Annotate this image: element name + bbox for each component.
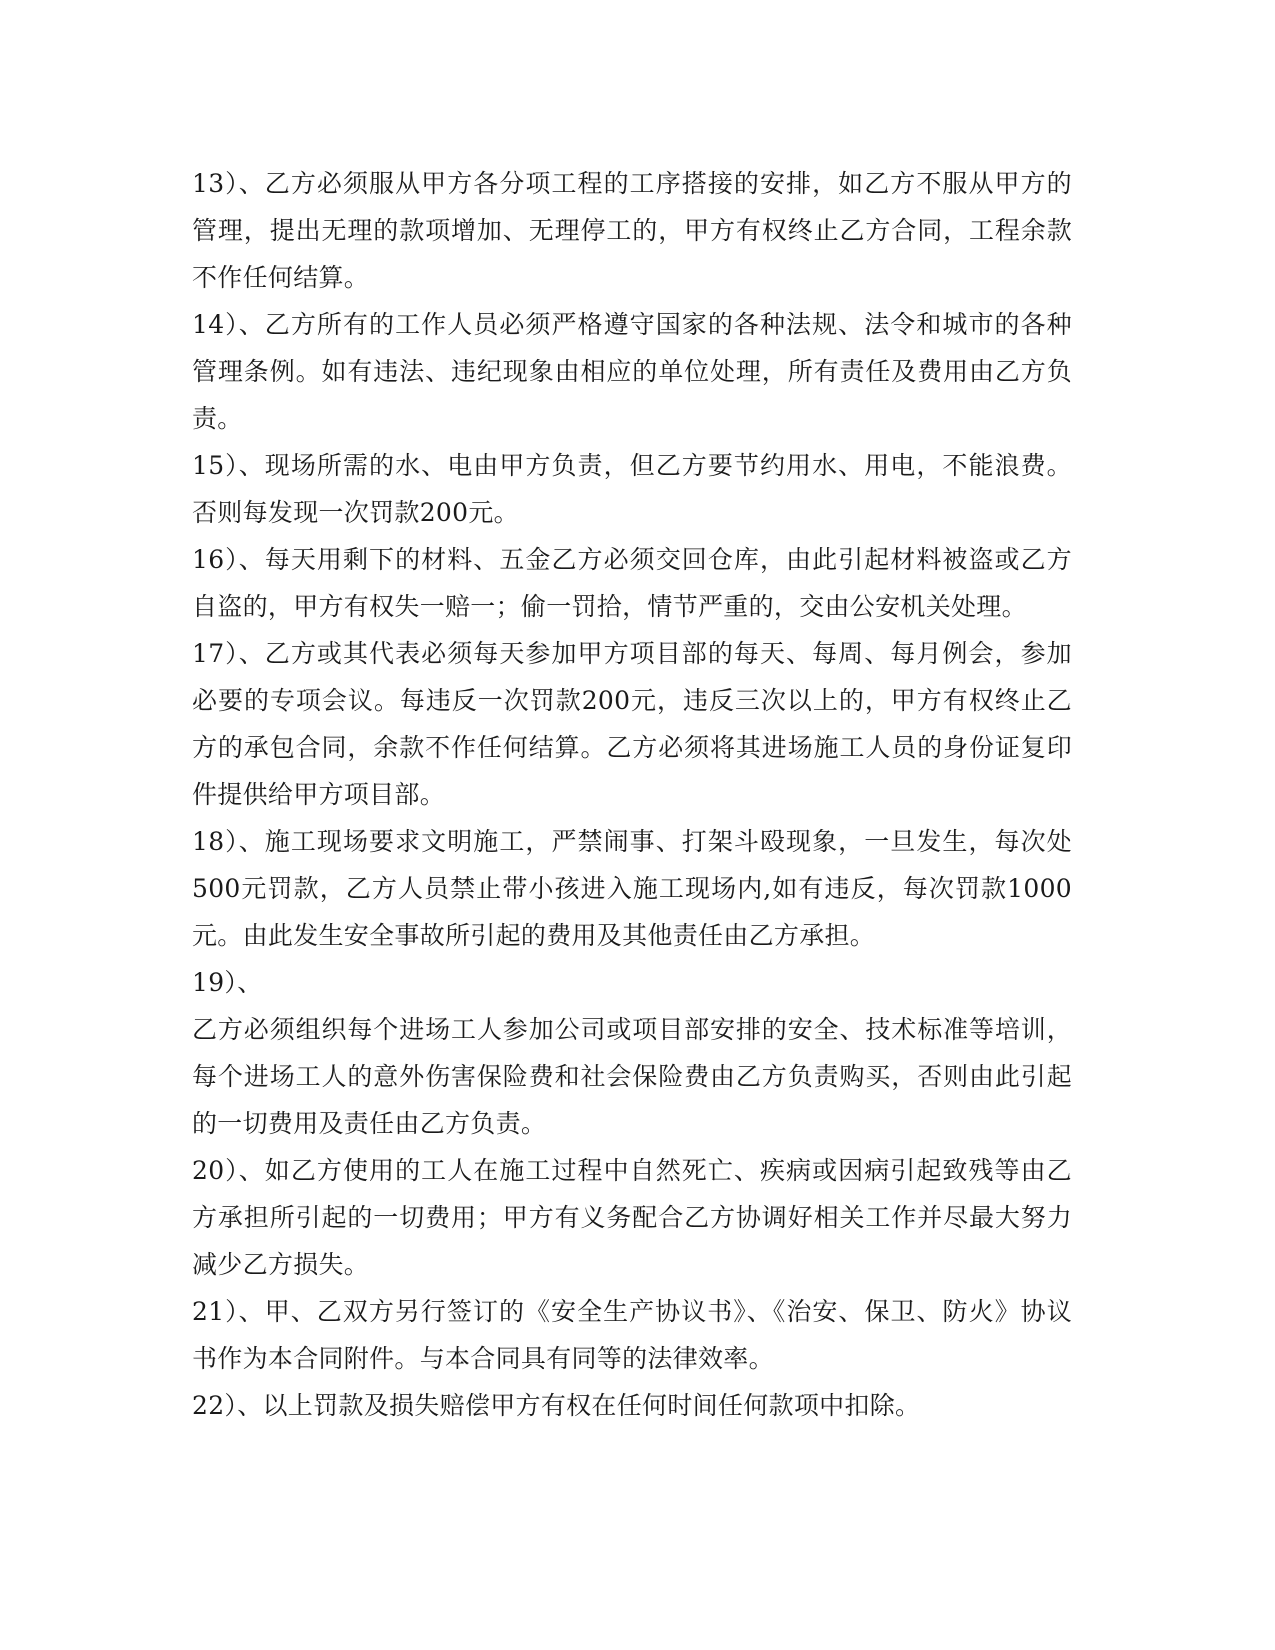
clause-19-number: 19）、: [192, 968, 263, 997]
clause-21: 21）、甲、乙双方另行签订的《安全生产协议书》、《治安、保卫、防火》协议书作为本合同附件。与本合同具有同等的法律效率。: [192, 1297, 1072, 1373]
clause-14: 14）、乙方所有的工作人员必须严格遵守国家的各种法规、法令和城市的各种管理条例。如有违法、违纪现象由相应的单位处理，所有责任及费用由乙方负责。: [192, 310, 1072, 433]
clause-17: 17）、乙方或其代表必须每天参加甲方项目部的每天、每周、每月例会，参加必要的专项会议。每违反一次罚款200元，违反三次以上的，甲方有权终止乙方的承包合同，余款不作任何结算。乙方必须将其进场施工人员的身份证复印件提供给甲方项目部。: [192, 639, 1072, 809]
clause-18: 18）、施工现场要求文明施工，严禁闹事、打架斗殴现象，一旦发生，每次处500元罚款，乙方人员禁止带小孩进入施工现场内,如有违反，每次罚款1000元。由此发生安全事故所引起的费用及其他责任由乙方承担。: [192, 827, 1072, 950]
contract-clauses: [192, 160, 1072, 1429]
clause-15: 15）、现场所需的水、电由甲方负责，但乙方要节约用水、用电，不能浪费。否则每发现一次罚款200元。: [192, 451, 1072, 527]
clause-20: 20）、如乙方使用的工人在施工过程中自然死亡、疾病或因病引起致残等由乙方承担所引起的一切费用；甲方有义务配合乙方协调好相关工作并尽最大努力减少乙方损失。: [192, 1156, 1072, 1279]
clause-19-body: 乙方必须组织每个进场工人参加公司或项目部安排的安全、技术标准等培训，每个进场工人的意外伤害保险费和社会保险费由乙方负责购买，否则由此引起的一切费用及责任由乙方负责。: [192, 1015, 1072, 1138]
clause-13: 13）、乙方必须服从甲方各分项工程的工序搭接的安排，如乙方不服从甲方的管理，提出无理的款项增加、无理停工的，甲方有权终止乙方合同，工程余款不作任何结算。: [192, 169, 1072, 292]
clause-16: 16）、每天用剩下的材料、五金乙方必须交回仓库，由此引起材料被盗或乙方自盗的，甲方有权失一赔一；偷一罚拾，情节严重的，交由公安机关处理。: [192, 545, 1072, 621]
clause-22: 22）、以上罚款及损失赔偿甲方有权在任何时间任何款项中扣除。: [192, 1391, 921, 1420]
